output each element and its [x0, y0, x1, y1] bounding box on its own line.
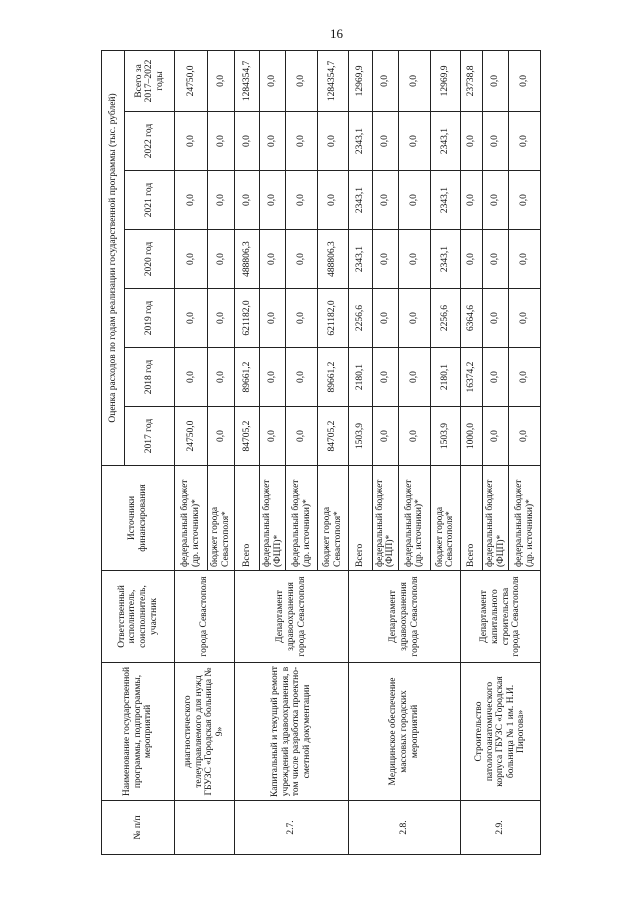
year-value: 0,0 — [461, 230, 483, 289]
item-executor: Департамент здравоохранения города Севастополя — [234, 571, 348, 663]
header-year: 2018 год — [125, 348, 175, 407]
funding-source: бюджет города Севастополя* — [430, 466, 461, 571]
year-value: 84705,2 — [234, 407, 259, 466]
year-value: 0,0 — [509, 348, 541, 407]
year-value: 2180,1 — [430, 348, 461, 407]
header-total: Всего за 2017–2022 годы — [125, 50, 175, 111]
budget-table — [101, 50, 541, 855]
total-value: 0,0 — [372, 50, 398, 111]
year-value: 621182,0 — [234, 289, 259, 348]
year-value: 0,0 — [482, 348, 508, 407]
year-value: 0,0 — [372, 171, 398, 230]
year-value: 0,0 — [372, 289, 398, 348]
year-value: 0,0 — [318, 171, 349, 230]
year-value: 0,0 — [260, 348, 286, 407]
year-value: 2343,1 — [430, 230, 461, 289]
year-value: 2343,1 — [430, 112, 461, 171]
year-value: 0,0 — [398, 171, 430, 230]
year-value: 488806,3 — [318, 230, 349, 289]
year-value: 1000,0 — [461, 407, 483, 466]
year-value: 0,0 — [260, 171, 286, 230]
year-value: 0,0 — [207, 348, 234, 407]
funding-source: федеральный бюджет (др. источники)* — [509, 466, 541, 571]
funding-source: бюджет города Севастополя* — [207, 466, 234, 571]
funding-source: федеральный бюджет (ФЦП)* — [260, 466, 286, 571]
total-value: 0,0 — [260, 50, 286, 111]
funding-source: Всего — [234, 466, 259, 571]
year-value: 0,0 — [234, 171, 259, 230]
year-value: 488806,3 — [234, 230, 259, 289]
funding-source: федеральный бюджет (др. источники)* — [398, 466, 430, 571]
year-value: 0,0 — [398, 407, 430, 466]
year-value: 0,0 — [175, 171, 208, 230]
year-value: 0,0 — [207, 112, 234, 171]
year-value: 0,0 — [286, 171, 318, 230]
header-no: № п/п — [102, 801, 175, 855]
item-executor: Департамент здравоохранения города Севастополя — [348, 571, 461, 663]
item-name: Капитальный и текущий ремонт учреждений здравоохранения, в том числе разработка проектно-сметной документации — [234, 663, 348, 801]
year-value: 0,0 — [482, 112, 508, 171]
total-value: 23738,8 — [461, 50, 483, 111]
total-value: 12969,9 — [430, 50, 461, 111]
year-value: 0,0 — [398, 112, 430, 171]
header-source: Источники финансирования — [102, 466, 175, 571]
header-year: 2019 год — [125, 289, 175, 348]
year-value: 0,0 — [482, 289, 508, 348]
table-row — [234, 50, 259, 854]
year-value: 0,0 — [372, 407, 398, 466]
funding-source: федеральный бюджет (ФЦП)* — [372, 466, 398, 571]
year-value: 0,0 — [286, 407, 318, 466]
item-number: 2.7. — [234, 801, 348, 855]
year-value: 0,0 — [260, 289, 286, 348]
total-value: 0,0 — [398, 50, 430, 111]
year-value: 0,0 — [260, 407, 286, 466]
funding-source: федеральный бюджет (ФЦП)* — [482, 466, 508, 571]
total-value: 0,0 — [509, 50, 541, 111]
year-value: 0,0 — [509, 171, 541, 230]
year-value: 0,0 — [398, 230, 430, 289]
year-value: 0,0 — [286, 348, 318, 407]
year-value: 0,0 — [286, 230, 318, 289]
header-year: 2020 год — [125, 230, 175, 289]
item-executor: Департамент капитального строительства города Севастополя — [461, 571, 541, 663]
year-value: 1503,9 — [348, 407, 372, 466]
table-row — [175, 50, 208, 854]
total-value: 1284354,7 — [234, 50, 259, 111]
header-executor: Ответственный исполнитель, соисполнитель, участник — [102, 571, 175, 663]
total-value: 0,0 — [286, 50, 318, 111]
item-number: 2.9. — [461, 801, 541, 855]
item-name: Медицинское обеспечение массовых городских мероприятий — [348, 663, 461, 801]
year-value: 0,0 — [372, 230, 398, 289]
year-value: 0,0 — [482, 230, 508, 289]
year-value: 0,0 — [509, 112, 541, 171]
funding-source: бюджет города Севастополя* — [318, 466, 349, 571]
year-value: 2343,1 — [348, 230, 372, 289]
header-name: Наименование государственной программы, подпрограммы, мероприятий — [102, 663, 175, 801]
page-number: 16 — [330, 26, 343, 41]
year-value: 2256,6 — [348, 289, 372, 348]
year-value: 0,0 — [398, 289, 430, 348]
year-value: 0,0 — [482, 407, 508, 466]
year-value: 0,0 — [509, 230, 541, 289]
year-value: 0,0 — [318, 112, 349, 171]
total-value: 0,0 — [482, 50, 508, 111]
year-value: 89661,2 — [234, 348, 259, 407]
funding-source: федеральный бюджет (др. источники)* — [175, 466, 208, 571]
total-value: 12969,9 — [348, 50, 372, 111]
total-value: 1284354,7 — [318, 50, 349, 111]
year-value: 0,0 — [234, 112, 259, 171]
year-value: 0,0 — [461, 112, 483, 171]
year-value: 0,0 — [175, 348, 208, 407]
year-value: 2343,1 — [348, 112, 372, 171]
year-value: 0,0 — [260, 230, 286, 289]
year-value: 0,0 — [175, 230, 208, 289]
year-value: 6364,6 — [461, 289, 483, 348]
year-value: 89661,2 — [318, 348, 349, 407]
table-row — [461, 50, 483, 854]
item-name: диагностического телеуправляемого для нужд ГБУЗС «Городская больница № 9» — [175, 663, 235, 801]
funding-source: Всего — [348, 466, 372, 571]
year-value: 0,0 — [286, 112, 318, 171]
year-value: 2256,6 — [430, 289, 461, 348]
year-value: 2343,1 — [430, 171, 461, 230]
year-value: 0,0 — [509, 289, 541, 348]
year-value: 0,0 — [175, 289, 208, 348]
year-value: 0,0 — [207, 407, 234, 466]
table-rotated-container — [101, 51, 541, 855]
total-value: 0,0 — [207, 50, 234, 111]
year-value: 0,0 — [372, 112, 398, 171]
header-estimate: Оценка расходов по годам реализации государственной программы (тыс. рублей) — [102, 50, 125, 465]
year-value: 0,0 — [372, 348, 398, 407]
funding-source: федеральный бюджет (др. источники)* — [286, 466, 318, 571]
header-year: 2017 год — [125, 407, 175, 466]
year-value: 2180,1 — [348, 348, 372, 407]
year-value: 0,0 — [482, 171, 508, 230]
year-value: 1503,9 — [430, 407, 461, 466]
year-value: 621182,0 — [318, 289, 349, 348]
year-value: 84705,2 — [318, 407, 349, 466]
year-value: 24750,0 — [175, 407, 208, 466]
header-year: 2022 год — [125, 112, 175, 171]
year-value: 0,0 — [207, 230, 234, 289]
item-executor: города Севастополя — [175, 571, 235, 663]
year-value: 0,0 — [286, 289, 318, 348]
year-value: 0,0 — [398, 348, 430, 407]
total-value: 24750,0 — [175, 50, 208, 111]
year-value: 16374,2 — [461, 348, 483, 407]
year-value: 0,0 — [260, 112, 286, 171]
item-number: 2.8. — [348, 801, 461, 855]
year-value: 2343,1 — [348, 171, 372, 230]
item-number — [175, 801, 235, 855]
year-value: 0,0 — [509, 407, 541, 466]
header-year: 2021 год — [125, 171, 175, 230]
year-value: 0,0 — [207, 171, 234, 230]
table-body — [175, 50, 541, 854]
year-value: 0,0 — [461, 171, 483, 230]
year-value: 0,0 — [207, 289, 234, 348]
funding-source: Всего — [461, 466, 483, 571]
item-name: Строительство патологоанатомического корпуса ГБУЗС «Городская больница № 1 им. Н.И. Пирогова» — [461, 663, 541, 801]
table-row — [348, 50, 372, 854]
year-value: 0,0 — [175, 112, 208, 171]
